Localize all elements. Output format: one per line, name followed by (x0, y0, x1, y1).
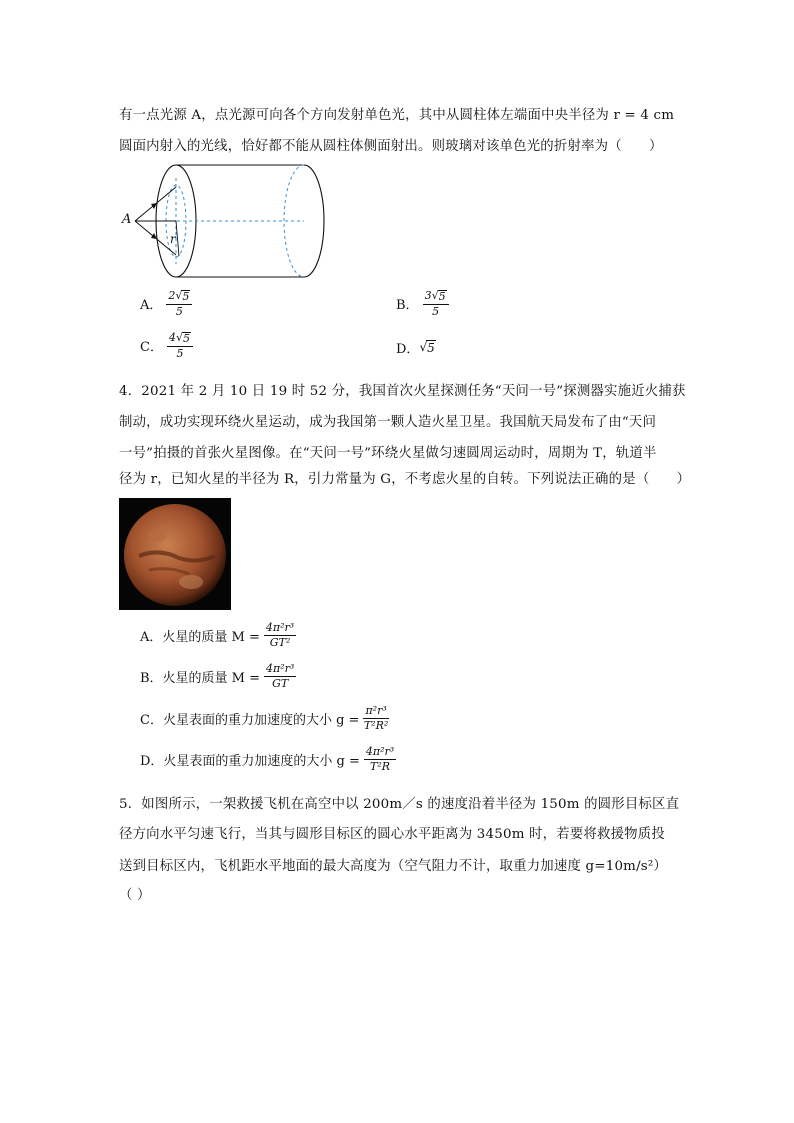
q4-text-line-3: 一号”拍摄的首张火星图像。在“天问一号”环绕火星做匀速圆周运动时，周期为 T，轨道半 (119, 446, 657, 461)
q4-option-d[interactable] (140, 746, 396, 772)
option-text: C．火星表面的重力加速度的大小 g = (140, 712, 360, 728)
q4-text-line-1: 4．2021 年 2 月 10 日 19 时 52 分，我国首次火星探测任务“天问一号”探测器实施近火捕获 (119, 384, 686, 399)
q4-option-b[interactable] (140, 663, 296, 689)
q5-text-line-3: 送到目标区内，飞机距水平地面的最大高度为（空气阻力不计，取重力加速度 g=10m/s²） (119, 859, 668, 874)
option-fraction: 4√ 5 5 (167, 332, 193, 359)
option-fraction: $\frac{\text{4π²r³}}{\text{T²R}}$ (365, 745, 395, 773)
option-fraction: 3√ 5 5 (423, 290, 449, 317)
radius-r-label: r (170, 232, 176, 246)
mars-image (119, 498, 231, 610)
q3-option-c[interactable] (140, 332, 193, 359)
option-sqrt: √ 5 (419, 340, 435, 355)
option-letter: D． (396, 342, 420, 357)
option-text: B．火星的质量 M = (140, 670, 261, 686)
option-fraction: 2√ 5 5 (166, 290, 192, 317)
option-text: D．火星表面的重力加速度的大小 g = (140, 753, 360, 769)
option-letter: C． (140, 340, 163, 356)
q5-text-line-2: 径方向水平匀速飞行，当其与圆形目标区的圆心水平距离为 3450m 时，若要将救援物质投 (119, 827, 665, 842)
option-text: A．火星的质量 M = (140, 629, 260, 645)
point-a-label: A (122, 212, 132, 227)
q3-option-a[interactable] (140, 290, 192, 317)
q4-option-a[interactable] (140, 622, 296, 648)
q3-option-d[interactable] (396, 338, 436, 357)
option-fraction: $\frac{\text{4π²r³}}{\text{GT²}}$ (265, 621, 295, 649)
q4-option-c[interactable] (140, 705, 389, 731)
option-fraction: $\frac{\text{π²r³}}{\text{T²R²}}$ (363, 704, 389, 732)
q3-text-line-1: 有一点光源 A，点光源可向各个方向发射单色光，其中从圆柱体左端面中央半径为 r = 4 cm (119, 108, 675, 123)
q3-text-line-2: 圆面内射入的光线，恰好都不能从圆柱体侧面射出。则玻璃对该单色光的折射率为（ ） (119, 139, 663, 154)
q4-text-line-2: 制动，成功实现环绕火星运动，成为我国第一颗人造火星卫星。我国航天局发布了由“天问 (119, 415, 657, 430)
q5-text-line-4: （ ） (119, 888, 151, 903)
option-fraction: $\frac{\text{4π²r³}}{GT}$ (266, 662, 295, 690)
option-letter: A． (140, 298, 163, 314)
q5-text-line-1: 5．如图所示，一架救援飞机在高空中以 200m／s 的速度沿着半径为 150m 的圆形目标区直 (119, 797, 680, 812)
q4-text-line-4: 径为 r，已知火星的半径为 R，引力常量为 G，不考虑火星的自转。下列说法正确的是（ ） (119, 472, 691, 487)
cylinder-figure (119, 160, 334, 289)
q3-option-b[interactable] (396, 290, 449, 317)
option-letter: B． (396, 298, 419, 314)
